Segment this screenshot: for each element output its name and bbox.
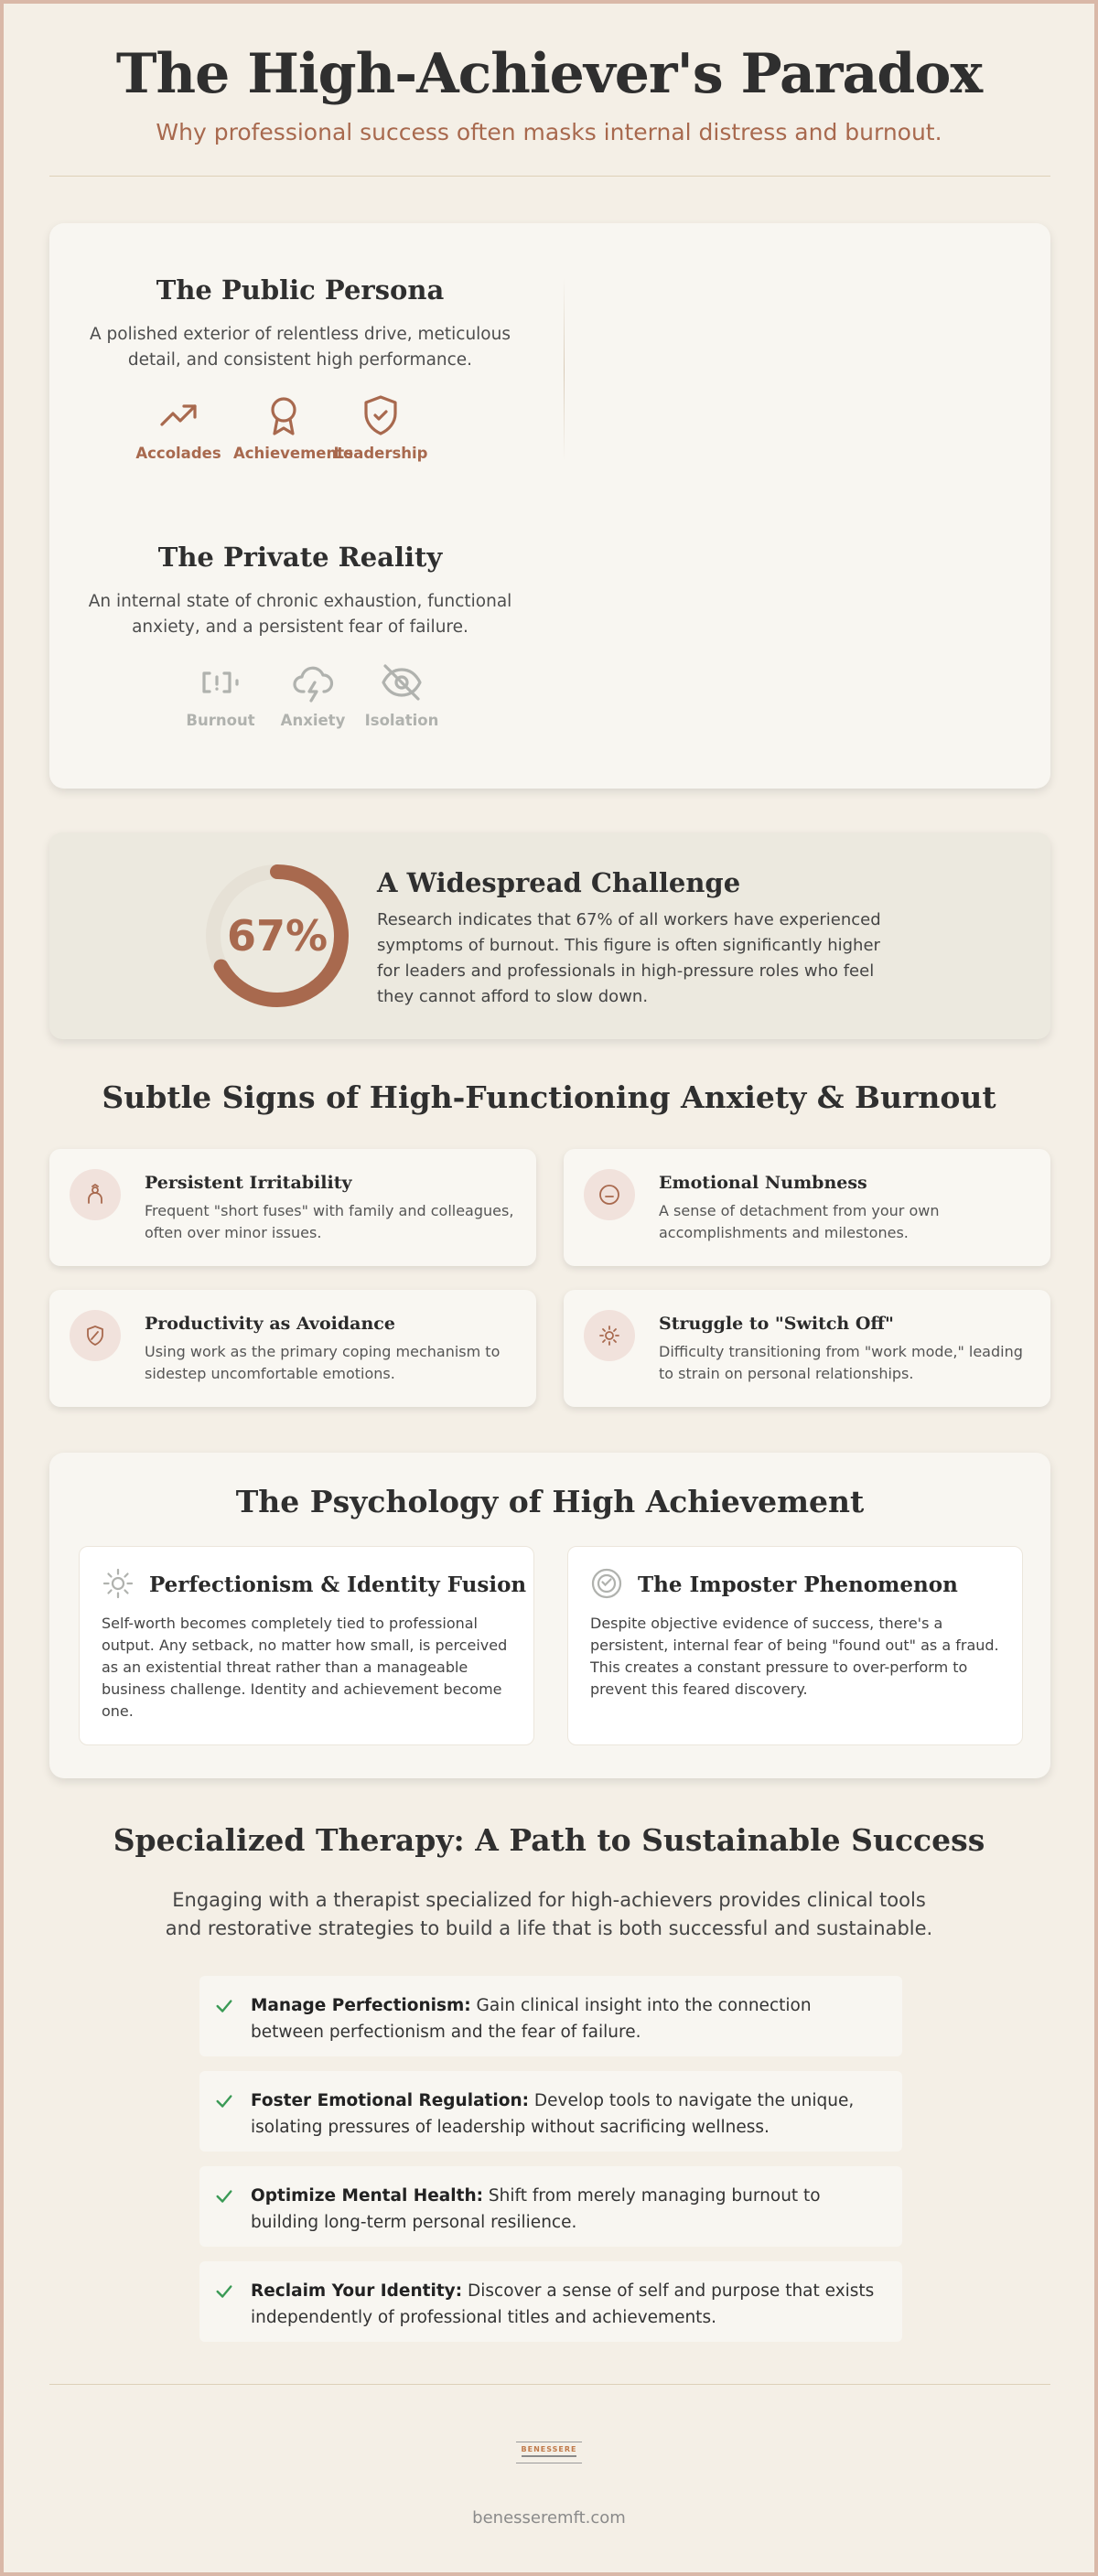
benefit-title: Manage Perfectionism:	[251, 1996, 471, 2015]
benefit-item	[199, 2071, 902, 2152]
trending-up-icon	[156, 393, 200, 437]
footer-logo-text: BENESSERE	[521, 2445, 577, 2453]
sign-card-irritability	[49, 1149, 536, 1266]
sign-icon-badge	[584, 1310, 635, 1361]
footer-logo[interactable]	[516, 2442, 582, 2463]
page-subtitle: Why professional success often masks internal distress and burnout.	[156, 119, 942, 145]
anxiety-label: Anxiety	[280, 712, 346, 729]
benefit-title: Foster Emotional Regulation:	[251, 2091, 530, 2110]
mask-icon	[590, 1567, 623, 1600]
burnout-label: Burnout	[186, 712, 255, 729]
accolades-label: Accolades	[135, 445, 221, 462]
benefit-item	[199, 2166, 902, 2247]
neutral-face-icon	[598, 1184, 620, 1206]
sign-description: Frequent "short fuses" with family and colleagues, often over minor issues.	[145, 1202, 514, 1241]
sun-outline-icon	[102, 1567, 135, 1600]
benefit-text	[251, 1992, 882, 2045]
sign-card-avoidance	[49, 1290, 536, 1407]
page-title: The High-Achiever's Paradox	[115, 42, 983, 106]
sign-card-numbness	[564, 1149, 1050, 1266]
divider	[49, 176, 1050, 177]
divider	[49, 2384, 1050, 2385]
sign-icon-badge	[70, 1310, 121, 1361]
eye-off-icon	[380, 660, 424, 704]
statistic-card	[49, 832, 1050, 1039]
sun-icon	[598, 1325, 620, 1347]
psychology-item-title: The Imposter Phenomenon	[638, 1572, 958, 1597]
psychology-item-imposter	[567, 1546, 1023, 1745]
check-icon	[214, 1996, 234, 2016]
therapy-heading: Specialized Therapy: A Path to Sustainable Success	[113, 1822, 985, 1858]
check-icon	[214, 2186, 234, 2206]
benefit-description: Gain clinical insight into the connection between perfectionism and the fear of failure.	[251, 1996, 812, 2042]
benefit-item	[199, 1976, 902, 2056]
sign-title: Struggle to "Switch Off"	[659, 1314, 894, 1334]
achievements-item	[233, 393, 353, 462]
public-persona-title: The Public Persona	[156, 274, 445, 306]
leadership-label: Leadership	[333, 445, 428, 462]
sign-description: A sense of detachment from your own accomplishments and milestones.	[659, 1202, 940, 1241]
sign-title: Persistent Irritability	[145, 1173, 352, 1193]
person-icon	[84, 1184, 106, 1206]
benefit-item	[199, 2261, 902, 2342]
anxiety-item	[263, 660, 363, 729]
award-icon	[262, 393, 306, 437]
sign-description: Difficulty transitioning from "work mode," leading to strain on personal relationships.	[659, 1343, 1023, 1382]
therapy-intro: Engaging with a therapist specialized for high-achievers provides clinical tools and restorative strategies to build a life that is both successful and sustainable.	[165, 1889, 933, 1939]
burnout-item	[170, 660, 271, 729]
psychology-item-perfectionism	[79, 1546, 534, 1745]
benefit-text	[251, 2278, 882, 2331]
benefit-title: Reclaim Your Identity:	[251, 2281, 463, 2301]
public-persona-description: A polished exterior of relentless drive, meticulous detail, and consistent high performance.	[89, 325, 511, 370]
battery-warning-icon	[199, 660, 242, 704]
achievements-label: Achievements	[233, 445, 353, 462]
statistic-value: 67%	[226, 911, 328, 961]
private-reality-title: The Private Reality	[157, 542, 443, 573]
cloud-lightning-icon	[291, 660, 335, 704]
sign-description: Using work as the primary coping mechanism to sidestep uncomfortable emotions.	[145, 1343, 501, 1382]
persona-divider	[564, 278, 565, 461]
sign-icon-badge	[584, 1169, 635, 1220]
private-reality-description: An internal state of chronic exhaustion, functional anxiety, and a persistent fear of failure.	[88, 592, 512, 637]
benefit-title: Optimize Mental Health:	[251, 2186, 484, 2206]
sign-card-switch-off	[564, 1290, 1050, 1407]
psychology-item-text: Despite objective evidence of success, there's a persistent, internal fear of being "found out" as a fraud. This creates a constant pressure to over-perform to prevent this feared discovery.	[590, 1615, 999, 1698]
benefit-description: Shift from merely managing burnout to building long-term personal resilience.	[251, 2186, 821, 2232]
benefit-text	[251, 2088, 882, 2141]
psychology-card	[49, 1453, 1050, 1778]
sign-title: Productivity as Avoidance	[145, 1314, 395, 1334]
statistic-text: Research indicates that 67% of all workers have experienced symptoms of burnout. This figure is often significantly higher for leaders and professionals in high-pressure roles who feel they cannot afford to slow down.	[377, 910, 881, 1006]
check-icon	[214, 2281, 234, 2302]
isolation-label: Isolation	[364, 712, 439, 729]
accolades-item	[128, 393, 229, 462]
signs-heading: Subtle Signs of High-Functioning Anxiety & Burnout	[102, 1079, 996, 1115]
footer-logo-rule	[522, 2455, 576, 2457]
shield-check-icon	[359, 393, 403, 437]
benefit-description: Discover a sense of self and purpose that exists independently of professional titles and achievements.	[251, 2281, 875, 2327]
sign-title: Emotional Numbness	[659, 1173, 867, 1193]
check-icon	[214, 2091, 234, 2111]
leadership-item	[330, 393, 431, 462]
sign-icon-badge	[70, 1169, 121, 1220]
benefit-text	[251, 2183, 882, 2236]
benefit-description: Develop tools to navigate the unique, isolating pressures of leadership without sacrificing wellness.	[251, 2091, 855, 2137]
persona-card	[49, 223, 1050, 789]
footer-url[interactable]: benesseremft.com	[472, 2508, 626, 2528]
psychology-heading: The Psychology of High Achievement	[235, 1484, 865, 1519]
shield-slash-icon	[84, 1325, 106, 1347]
isolation-item	[351, 660, 452, 729]
statistic-title: A Widespread Challenge	[377, 867, 741, 898]
psychology-item-title: Perfectionism & Identity Fusion	[149, 1572, 527, 1597]
psychology-item-text: Self-worth becomes completely tied to professional output. Any setback, no matter how small, is perceived as an existential threat rather than a manageable business challenge. Identity and achievement become one.	[102, 1615, 508, 1720]
